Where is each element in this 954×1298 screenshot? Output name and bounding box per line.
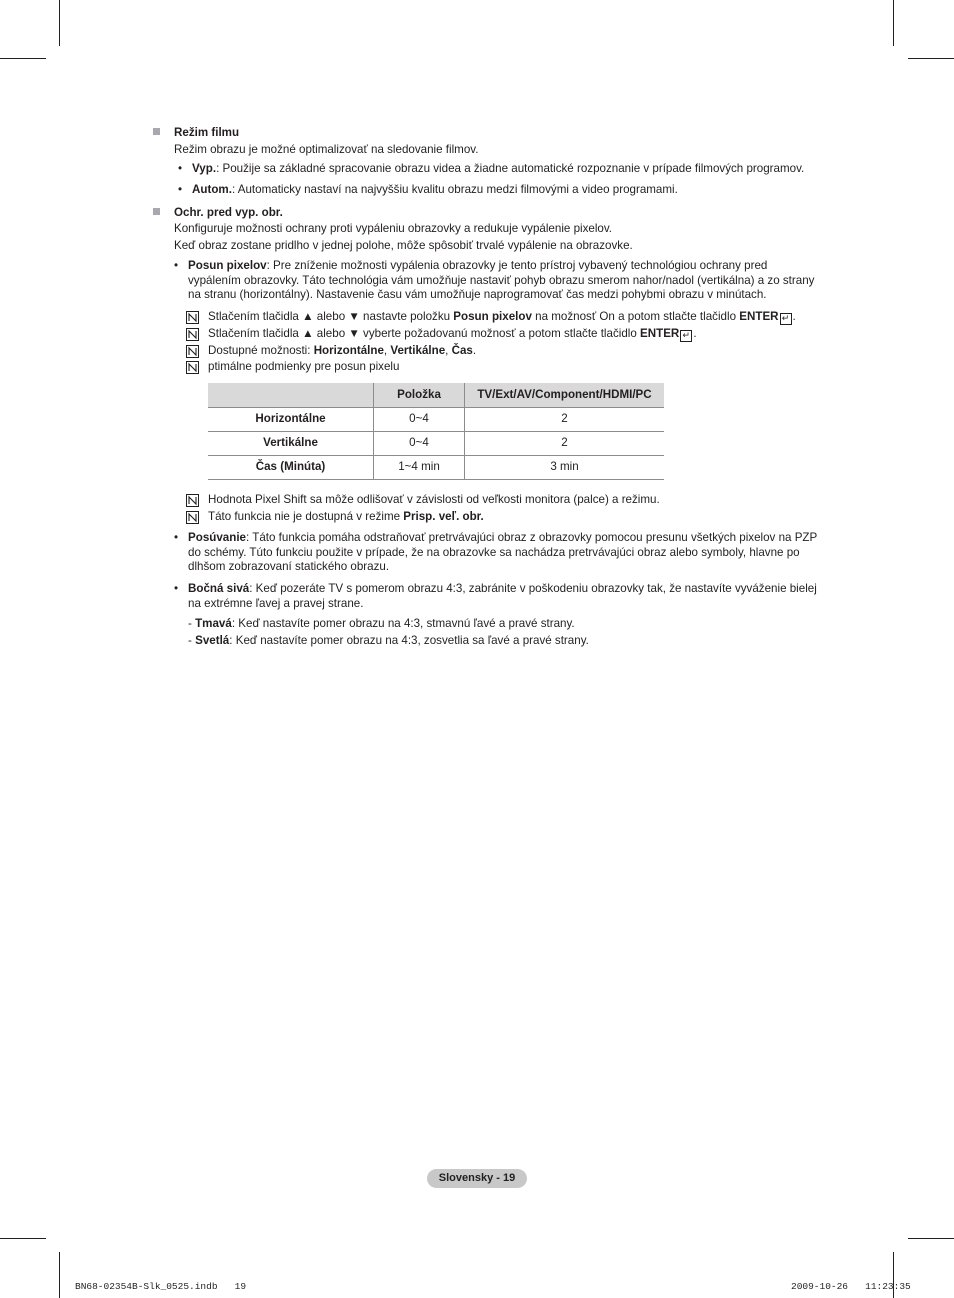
note-fragment: Dostupné možnosti: [208, 344, 314, 357]
item-text: : Táto funkcia pomáha odstraňovať pretrvávajúci obraz z obrazovky pomocou presunu všetkých pixelov na PZP [246, 531, 818, 544]
footer-timestamp: 2009-10-26 11:23:35 [791, 1281, 911, 1292]
item-text: na stranu (horizontálny). Nastavenie času vám umožňuje naprogramovať čas medzi pohybmi obrazu v minútach. [188, 288, 767, 301]
note-fragment: ENTER [739, 310, 779, 323]
table-cell: 0~4 [374, 408, 465, 432]
item-text: na extrémne ľavej a pravej strane. [188, 596, 364, 610]
table-header-cell: TV/Ext/AV/Component/HDMI/PC [465, 383, 665, 408]
table-row [208, 456, 664, 480]
side-gray-light [188, 634, 589, 649]
note-text: Hodnota Pixel Shift sa môže odlišovať v závislosti od veľkosti monitora (palce) a režimu. [208, 493, 660, 506]
note-fragment: Táto funkcia nie je dostupná v režime [208, 510, 404, 523]
screen-burn-description: Konfiguruje možnosti ochrany proti vypáleniu obrazovky a redukuje vypálenie pixelov. [174, 222, 613, 235]
table-row [208, 432, 664, 456]
table-cell: 2 [465, 408, 665, 432]
note-icon [186, 361, 199, 374]
table-cell: Vertikálne [208, 432, 374, 456]
enter-icon: ↵ [780, 313, 792, 325]
note-icon [186, 328, 199, 341]
item-term: Posúvanie [188, 531, 246, 544]
bullet-icon: • [174, 259, 179, 272]
scrolling-paragraph [188, 531, 828, 575]
item-text: : Pre zníženie možnosti vypálenia obrazovky je tento prístroj vybavený technológiou ochrany pred [266, 259, 768, 272]
note-text [208, 510, 484, 525]
page-number-badge: Slovensky - 19 [427, 1169, 527, 1188]
film-mode-description: Režim obrazu je možné optimalizovať na sledovanie filmov. [174, 143, 479, 156]
note-text: ptimálne podmienky pre posun pixelu [208, 360, 400, 373]
note-fragment: Posun pixelov [453, 310, 532, 323]
table-cell: Čas (Minúta) [208, 456, 374, 480]
item-term: Svetlá [195, 634, 230, 647]
bullet-icon: • [174, 582, 179, 595]
item-term: Bočná sivá [188, 582, 250, 595]
item-term: Tmavá [195, 617, 232, 630]
dash: - [188, 617, 196, 630]
side-gray-dark [188, 617, 575, 632]
item-term: Posun pixelov [188, 259, 267, 272]
table-cell: Horizontálne [208, 408, 374, 432]
note-fragment: Stlačením tlačidla ▲ alebo ▼ nastavte položku [208, 310, 454, 323]
note-fragment: Prisp. veľ. obr. [403, 510, 484, 523]
section-square-icon [153, 208, 160, 215]
item-text: dlhšom zobrazovaní statického obrazu. [188, 560, 390, 573]
item-text: : Keď nastavíte pomer obrazu na 4:3, stmavnú ľavé a pravé strany. [231, 617, 575, 630]
table-header-cell [208, 383, 374, 408]
side-gray-paragraph [188, 582, 828, 611]
section-title-screen-burn: Ochr. pred vyp. obr. [174, 206, 283, 219]
film-mode-item-off [192, 162, 804, 177]
note-fragment: . [472, 344, 477, 357]
table-row [208, 408, 664, 432]
item-term: Autom. [192, 183, 232, 196]
table-header-cell: Položka [374, 383, 465, 408]
item-text: : Automaticky nastaví na najvyššiu kvalitu obrazu medzi filmovými a video programami. [231, 183, 678, 196]
note-icon [186, 494, 199, 507]
table-cell: 3 min [465, 456, 665, 480]
table-cell: 0~4 [374, 432, 465, 456]
enter-icon: ↵ [680, 330, 692, 342]
note-fragment: . [792, 310, 796, 323]
bullet-icon: • [174, 531, 179, 544]
note-fragment: Vertikálne [390, 344, 446, 357]
note-fragment: . [693, 327, 697, 340]
note-text [208, 310, 796, 325]
note-fragment: Stlačením tlačidla ▲ alebo ▼ vyberte požadovanú možnosť a potom stlačte tlačidlo [208, 327, 641, 340]
note-fragment: Čas [451, 344, 473, 357]
bullet-icon: • [178, 162, 183, 175]
pixel-shift-table [208, 383, 664, 480]
item-text: : Keď nastavíte pomer obrazu na 4:3, zosvetlia sa ľavé a pravé strany. [229, 634, 589, 647]
note-fragment: na možnosť On a potom stlačte tlačidlo [531, 310, 740, 323]
table-header-row [208, 383, 664, 408]
bullet-icon: • [178, 183, 183, 196]
film-mode-item-auto [192, 183, 678, 198]
note-icon [186, 511, 199, 524]
item-text: : Keď pozeráte TV s pomerom obrazu 4:3, zabránite v poškodeniu obrazovky tak, že nastavíte vyváženie bielej [249, 582, 817, 595]
note-icon [186, 311, 199, 324]
note-icon [186, 345, 199, 358]
table-cell: 2 [465, 432, 665, 456]
note-fragment: , [383, 344, 391, 357]
note-text [208, 327, 697, 342]
dash: - [188, 634, 196, 647]
item-text: do schémy. Túto funkciu použite v prípade, že na obrazovke sa nachádza pretrvávajúci obraz alebo symboly, hlavne po [188, 545, 800, 559]
section-title-film-mode: Režim filmu [174, 126, 240, 139]
item-term: Vyp. [192, 162, 217, 175]
note-fragment: , [445, 344, 452, 357]
screen-burn-description: Keď obraz zostane pridlho v jednej polohe, môže spôsobiť trvalé vypálenie na obrazovke. [174, 239, 633, 252]
note-text [208, 344, 476, 359]
section-square-icon [153, 128, 160, 135]
note-fragment: ENTER [640, 327, 680, 340]
item-text: : Použije sa základné spracovanie obrazu videa a žiadne automatické rozpoznanie v prípade filmových programov. [216, 162, 805, 175]
pixel-shift-paragraph [188, 259, 828, 303]
footer-file-info: BN68-02354B-Slk_0525.indb 19 [75, 1281, 247, 1292]
note-fragment: Horizontálne [313, 344, 384, 357]
item-text: vypálením obrazovky. Táto technológia vám umožňuje nastaviť pohyb obrazu smerom nahor/nadol (vertikálna) a zo strany [188, 273, 815, 287]
table-cell: 1~4 min [374, 456, 465, 480]
